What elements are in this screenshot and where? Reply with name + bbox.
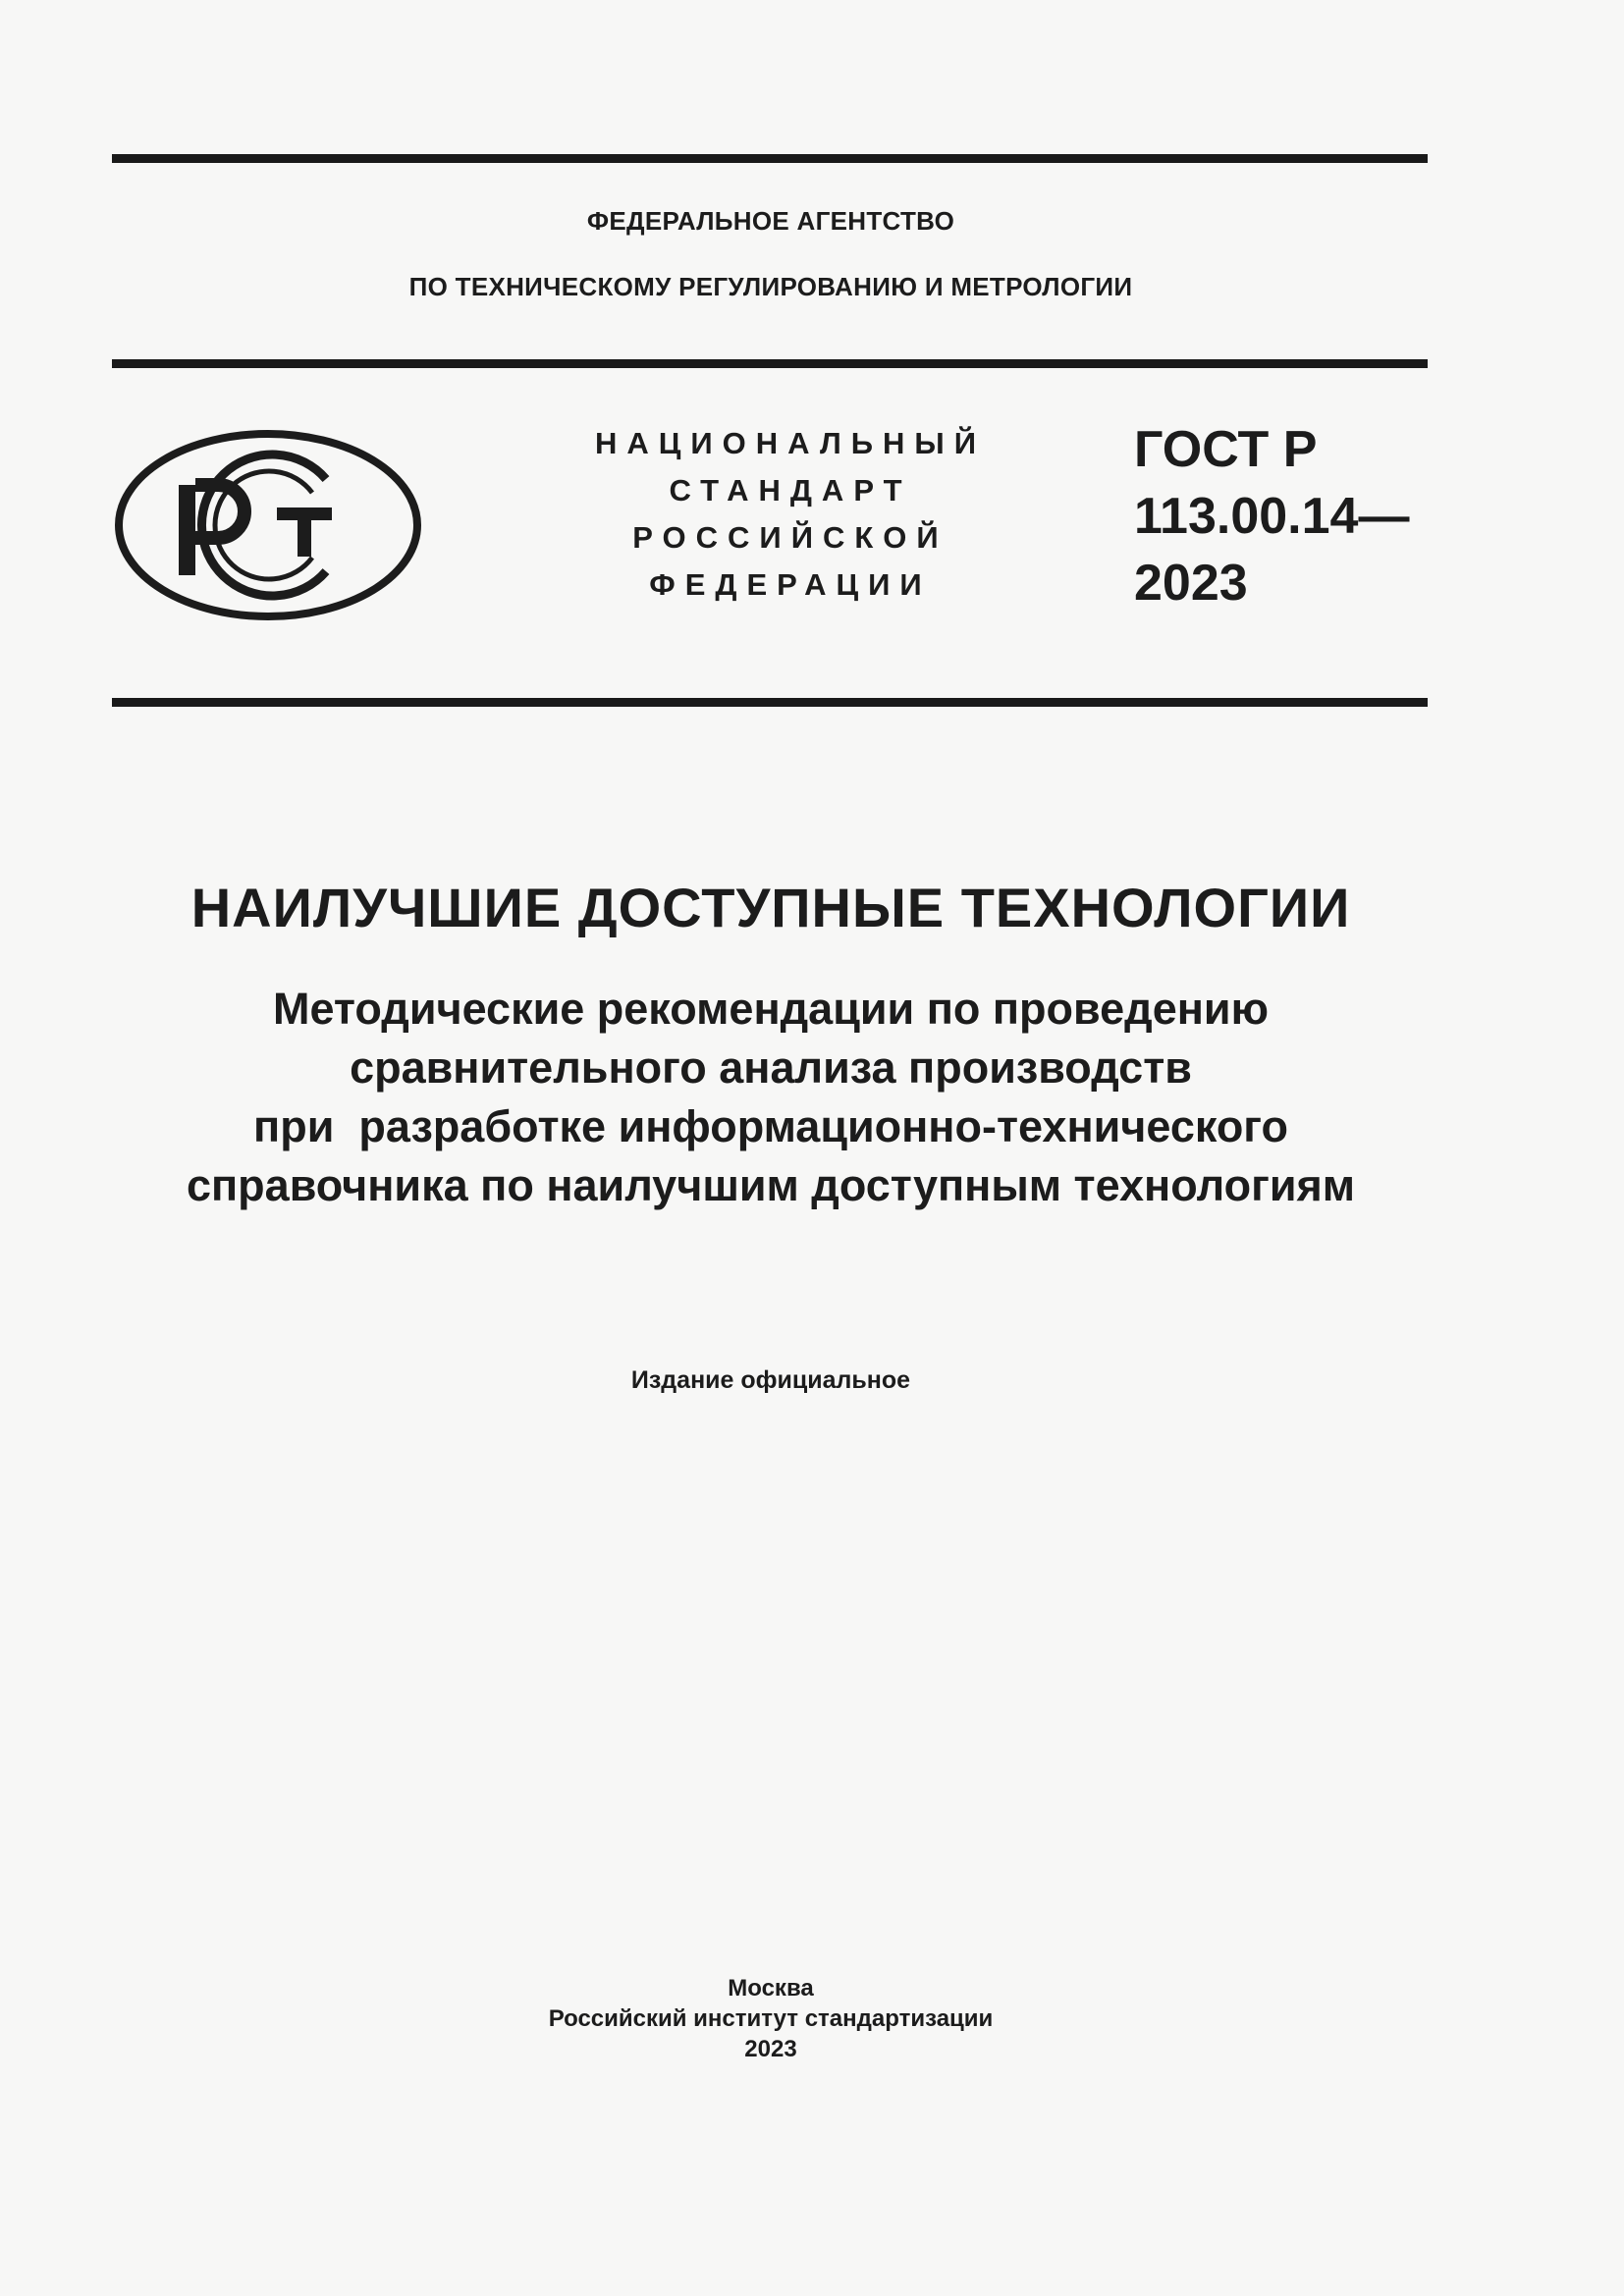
gost-designation-line: 2023 (1134, 555, 1248, 612)
agency-name-line-1: ФЕДЕРАЛЬНОЕ АГЕНТСТВО (586, 206, 955, 236)
top-rule (112, 154, 1428, 163)
gost-designation-line: ГОСТ Р (1134, 421, 1318, 478)
imprint-year: 2023 (744, 2036, 797, 2062)
agency-name-line-2: ПО ТЕХНИЧЕСКОМУ РЕГУЛИРОВАНИЮ И МЕТРОЛОГИИ (408, 272, 1133, 301)
document-subtitle (0, 980, 1542, 1215)
gost-designation-line: 113.00.14— (1134, 488, 1410, 545)
document-title: НАИЛУЧШИЕ ДОСТУПНЫЕ ТЕХНОЛОГИИ (190, 877, 1351, 938)
national-standard-line: ФЕДЕРАЦИИ (649, 567, 932, 602)
subtitle-line: Методические рекомендации по проведению (273, 984, 1269, 1034)
title-rule (112, 698, 1428, 707)
gost-designation (1134, 416, 1448, 616)
imprint-publisher: Российский институт стандартизации (548, 2005, 994, 2032)
national-standard-line: СТАНДАРТ (669, 473, 912, 507)
header-rule (112, 359, 1428, 368)
national-standard-line: НАЦИОНАЛЬНЫЙ (594, 426, 987, 460)
national-standard-label (550, 420, 1031, 609)
subtitle-line: справочника по наилучшим доступным технологиям (186, 1160, 1356, 1210)
subtitle-line: сравнительного анализа производств (350, 1042, 1192, 1093)
edition-label: Издание официальное (630, 1366, 911, 1394)
national-standard-line: РОССИЙСКОЙ (632, 520, 948, 555)
rst-logo-icon (112, 428, 424, 622)
imprint-city: Москва (728, 1975, 814, 2002)
subtitle-line: при разработке информационно-технического (253, 1101, 1288, 1151)
imprint (0, 1973, 1542, 2064)
